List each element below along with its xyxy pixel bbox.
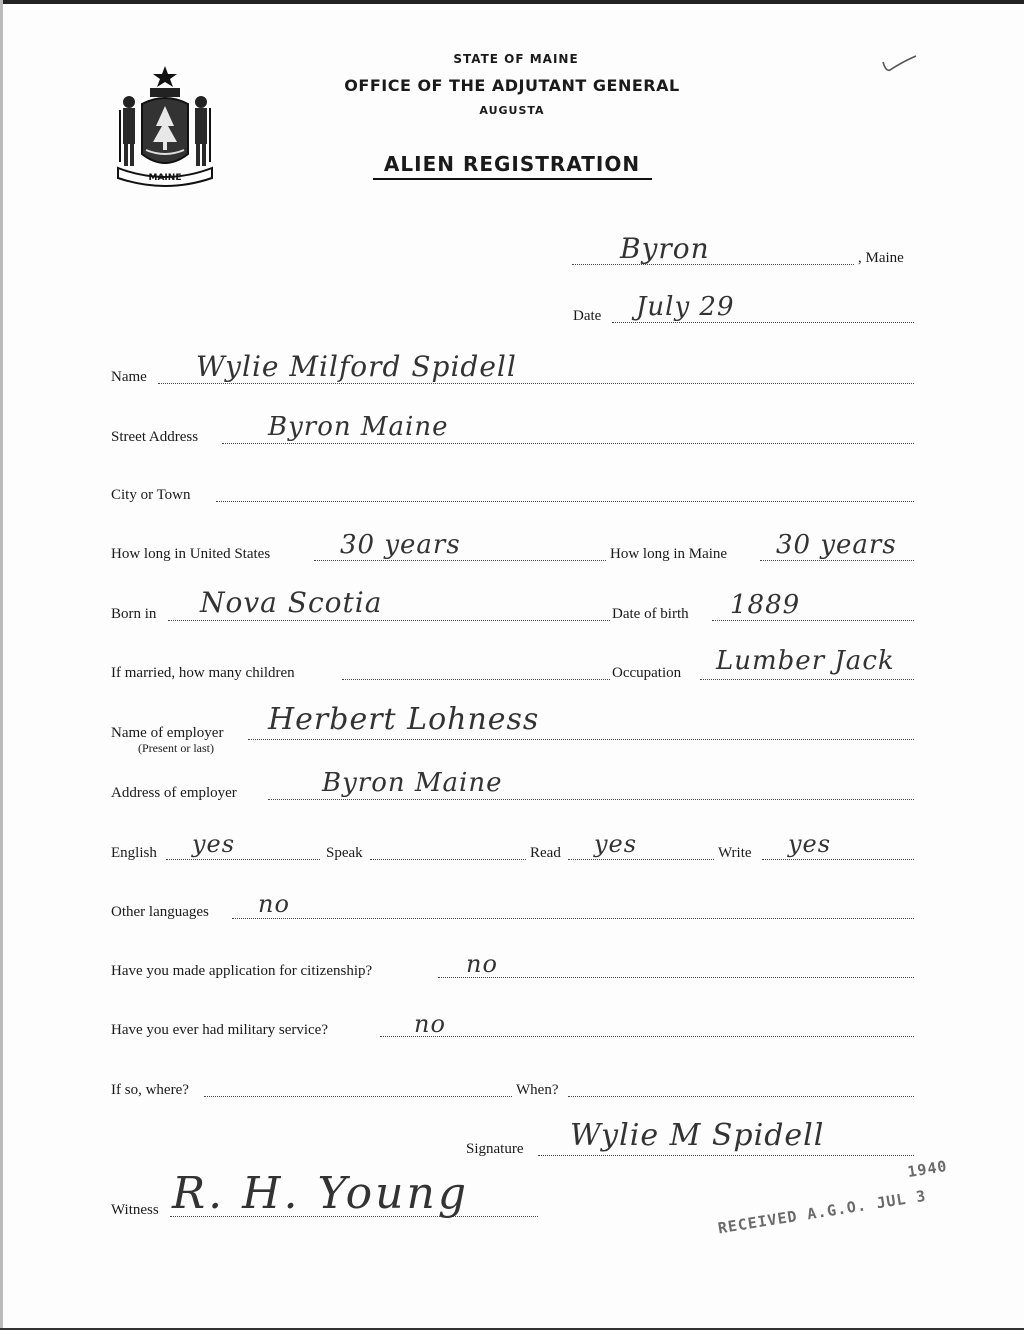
english-value: yes [192,830,236,858]
when-field[interactable] [568,1096,914,1097]
born-in-field[interactable] [168,620,610,621]
received-stamp-year: 1940 [906,1157,949,1182]
write-value: yes [788,830,832,858]
date-label: Date [573,308,602,324]
header-state: STATE OF MAINE [453,52,579,66]
us-duration-field[interactable] [314,560,606,561]
employer-address-label: Address of employer [111,785,237,801]
header-office: OFFICE OF THE ADJUTANT GENERAL [344,76,680,95]
military-service-value: no [414,1010,446,1038]
where-label: If so, where? [111,1082,189,1098]
when-label: When? [516,1082,559,1098]
citizenship-field[interactable] [438,977,914,978]
street-address-value: Byron Maine [268,412,449,442]
street-address-label: Street Address [111,429,199,445]
us-duration-label: How long in United States [111,546,271,562]
married-children-field[interactable] [342,679,610,680]
english-label: English [111,845,157,861]
us-duration-value: 30 years [340,530,461,560]
city-label: City or Town [111,487,191,503]
speak-field[interactable] [370,859,526,860]
place-value: Byron [620,232,710,265]
employer-address-value: Byron Maine [322,768,503,798]
write-label: Write [718,845,752,861]
military-service-label: Have you ever had military service? [111,1022,328,1038]
maine-duration-field[interactable] [760,560,914,561]
military-service-field[interactable] [380,1036,914,1037]
name-label: Name [111,369,147,385]
witness-value: R. H. Young [172,1168,469,1219]
date-value: July 29 [636,292,735,322]
maine-duration-value: 30 years [776,530,897,560]
employer-sublabel: (Present or last) [138,741,214,755]
read-label: Read [530,845,561,861]
maine-duration-label: How long in Maine [610,546,728,562]
received-stamp [712,1151,968,1249]
received-stamp-text: RECEIVED A.G.O. JUL 3 [716,1186,928,1238]
citizenship-label: Have you made application for citizenship? [111,963,373,979]
born-in-value: Nova Scotia [200,586,383,619]
employer-label: Name of employer [111,725,224,741]
name-field[interactable] [158,383,914,384]
occupation-field[interactable] [700,679,914,680]
signature-value: Wylie M Spidell [570,1118,825,1153]
signature-field[interactable] [538,1155,914,1156]
signature-label: Signature [466,1141,524,1157]
other-languages-field[interactable] [232,918,914,919]
read-value: yes [594,830,638,858]
married-children-label: If married, how many children [111,665,295,681]
street-address-field[interactable] [222,443,914,444]
header-city: AUGUSTA [479,104,545,117]
name-value: Wylie Milford Spidell [196,350,517,383]
date-of-birth-label: Date of birth [612,606,689,622]
other-languages-label: Other languages [111,904,209,920]
title-underline [373,178,652,180]
employer-address-field[interactable] [268,799,914,800]
english-field[interactable] [166,859,320,860]
date-field[interactable] [612,322,914,323]
where-field[interactable] [204,1096,512,1097]
witness-label: Witness [111,1202,159,1218]
date-of-birth-field[interactable] [712,620,914,621]
date-of-birth-value: 1889 [730,590,801,620]
form-title: ALIEN REGISTRATION [383,152,641,176]
born-in-label: Born in [111,606,157,622]
employer-field[interactable] [248,739,914,740]
place-suffix-label: , Maine [858,250,904,266]
speak-label: Speak [326,845,363,861]
occupation-label: Occupation [612,665,682,681]
employer-value: Herbert Lohness [268,702,540,737]
other-languages-value: no [258,890,290,918]
scan-edge-top [0,0,1024,4]
place-field[interactable] [572,264,854,265]
seal-banner-text: MAINE [148,173,182,183]
scan-edge-left [0,0,3,1330]
read-field[interactable] [568,859,714,860]
citizenship-value: no [466,950,498,978]
write-field[interactable] [762,859,914,860]
city-field[interactable] [216,501,914,502]
occupation-value: Lumber Jack [716,646,895,676]
